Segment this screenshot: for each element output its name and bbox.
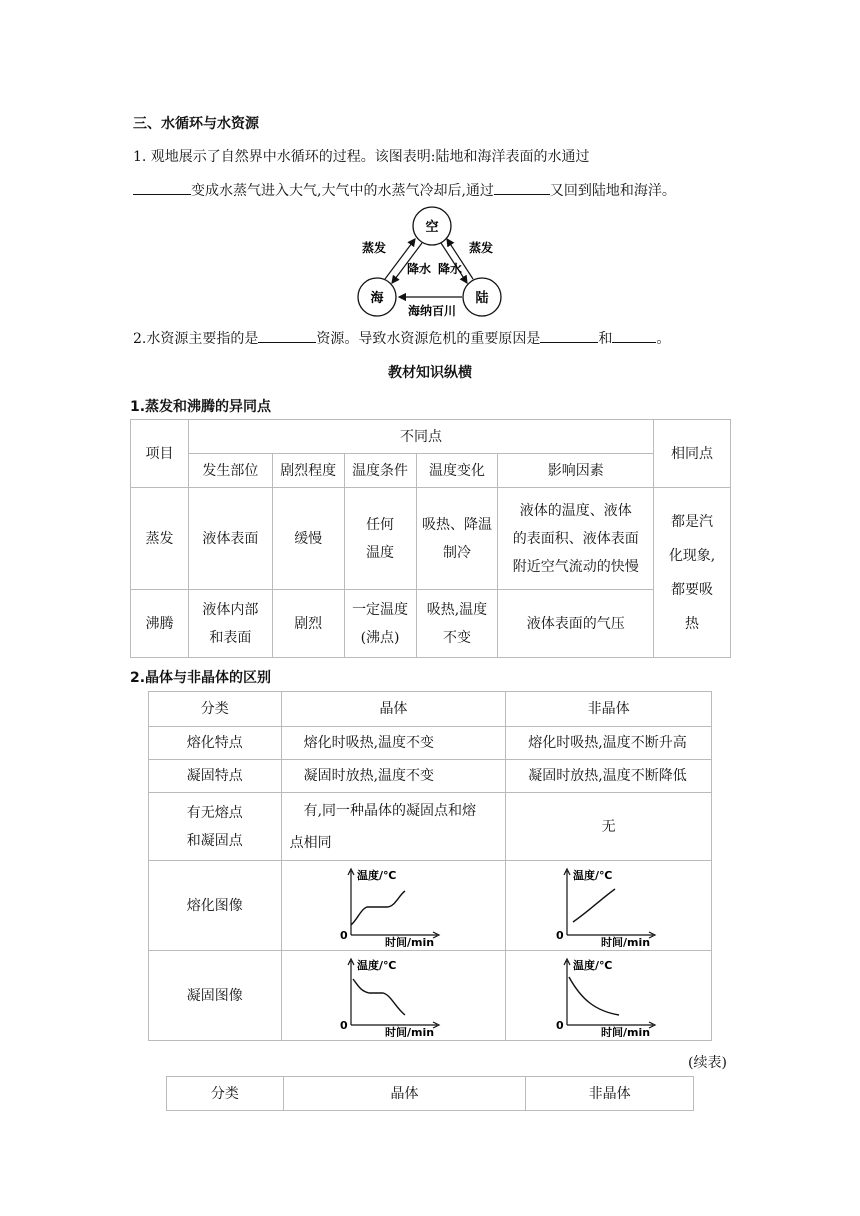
row-label: 熔化特点 [149, 727, 282, 760]
table-row [131, 590, 731, 658]
amorphous-solidifying-graph [549, 955, 669, 1037]
knowledge-title: 教材知识纵横 [388, 365, 472, 381]
evaporation-boiling-table [130, 419, 731, 658]
crystal-solidifying-graph [333, 955, 453, 1037]
cell: 液体表面的气压 [498, 590, 654, 658]
cell: 吸热,温度 不变 [416, 590, 498, 658]
crystal-comparison-table [148, 691, 712, 1041]
answer-blank [540, 328, 598, 343]
crystal-solidifying-graph-cell [281, 951, 506, 1041]
svg-text:时间/min: 时间/min [385, 1025, 435, 1037]
evaporation-label-right: 蒸发 [469, 241, 494, 255]
row-label: 沸腾 [131, 590, 189, 658]
table-2-title: 2.晶体与非晶体的区别 [130, 670, 272, 686]
table-row [149, 760, 712, 793]
amorphous-solidifying-graph-cell [506, 951, 712, 1041]
svg-text:温度/℃: 温度/℃ [572, 868, 612, 882]
amorphous-melting-graph [549, 865, 669, 947]
cell: 液体内部 和表面 [188, 590, 272, 658]
header-differences: 不同点 [188, 420, 653, 454]
land-label: 陆 [475, 291, 489, 306]
cell: 有,同一种晶体的凝固点和熔 点相同 [281, 793, 506, 861]
cell: 无 [506, 793, 712, 861]
svg-text:0: 0 [555, 1018, 564, 1032]
subheader: 发生部位 [188, 454, 272, 488]
row-label: 凝固图像 [149, 951, 282, 1041]
svg-text:0: 0 [340, 928, 349, 942]
row-label: 蒸发 [131, 488, 189, 590]
header-amorphous: 非晶体 [506, 692, 712, 727]
water-cycle-diagram [352, 206, 508, 322]
cell: 任何 温度 [344, 488, 416, 590]
table-row [149, 861, 712, 951]
row-label: 熔化图像 [149, 861, 282, 951]
cell: 熔化时吸热,温度不变 [281, 727, 506, 760]
subheader: 影响因素 [498, 454, 654, 488]
header-class: 分类 [167, 1077, 284, 1111]
sea-label: 海 [370, 291, 384, 306]
table-row [149, 951, 712, 1041]
cell: 液体表面 [188, 488, 272, 590]
sky-label: 空 [425, 220, 439, 235]
svg-text:温度/℃: 温度/℃ [572, 958, 612, 972]
row-label: 凝固特点 [149, 760, 282, 793]
cell: 液体的温度、液体 的表面积、液体表面 附近空气流动的快慢 [498, 488, 654, 590]
subheader: 剧烈程度 [272, 454, 344, 488]
continued-table [166, 1076, 694, 1111]
crystal-melting-graph-cell [281, 861, 506, 951]
cell: 缓慢 [272, 488, 344, 590]
svg-text:时间/min: 时间/min [385, 935, 435, 947]
continued-note: (续表) [688, 1055, 727, 1071]
subheader: 温度条件 [344, 454, 416, 488]
svg-text:温度/℃: 温度/℃ [357, 958, 397, 972]
header-crystal: 晶体 [281, 692, 506, 727]
table-row [149, 793, 712, 861]
header-crystal: 晶体 [283, 1077, 526, 1111]
precipitation-label-left: 降水 [407, 262, 432, 276]
answer-blank [494, 180, 550, 195]
subheader: 温度变化 [416, 454, 498, 488]
cell: 吸热、降温 制冷 [416, 488, 498, 590]
similarity-cell: 都是汽 化现象, 都要吸 热 [654, 488, 731, 658]
section-heading: 三、水循环与水资源 [133, 116, 259, 132]
question-1-line-1: 1. 观地展示了自然界中水循环的过程。该图表明:陆地和海洋表面的水通过 [133, 149, 590, 165]
table-row [149, 727, 712, 760]
header-item: 项目 [131, 420, 189, 488]
svg-text:时间/min: 时间/min [600, 935, 650, 947]
river-label: 海纳百川 [407, 304, 457, 318]
cell: 凝固时放热,温度不变 [281, 760, 506, 793]
table-row [131, 488, 731, 590]
cell: 一定温度 (沸点) [344, 590, 416, 658]
question-2: 2.水资源主要指的是 资源。导致水资源危机的重要原因是 和 。 [133, 328, 670, 348]
header-similarities: 相同点 [654, 420, 731, 488]
svg-text:0: 0 [555, 928, 564, 942]
header-amorphous: 非晶体 [526, 1077, 694, 1111]
table-1-title: 1.蒸发和沸腾的异同点 [130, 399, 272, 415]
svg-text:0: 0 [340, 1018, 349, 1032]
svg-text:时间/min: 时间/min [600, 1025, 650, 1037]
answer-blank [133, 180, 191, 195]
cell: 熔化时吸热,温度不断升高 [506, 727, 712, 760]
cell: 剧烈 [272, 590, 344, 658]
crystal-melting-graph [333, 865, 453, 947]
answer-blank [612, 328, 656, 343]
evaporation-label-left: 蒸发 [362, 241, 387, 255]
precipitation-label-right: 降水 [438, 262, 463, 276]
answer-blank [258, 328, 316, 343]
header-class: 分类 [149, 692, 282, 727]
row-label: 有无熔点 和凝固点 [149, 793, 282, 861]
amorphous-melting-graph-cell [506, 861, 712, 951]
question-1-line-2: 变成水蒸气进入大气,大气中的水蒸气冷却后,通过 又回到陆地和海洋。 [133, 180, 676, 200]
cell: 凝固时放热,温度不断降低 [506, 760, 712, 793]
svg-text:温度/℃: 温度/℃ [357, 868, 397, 882]
